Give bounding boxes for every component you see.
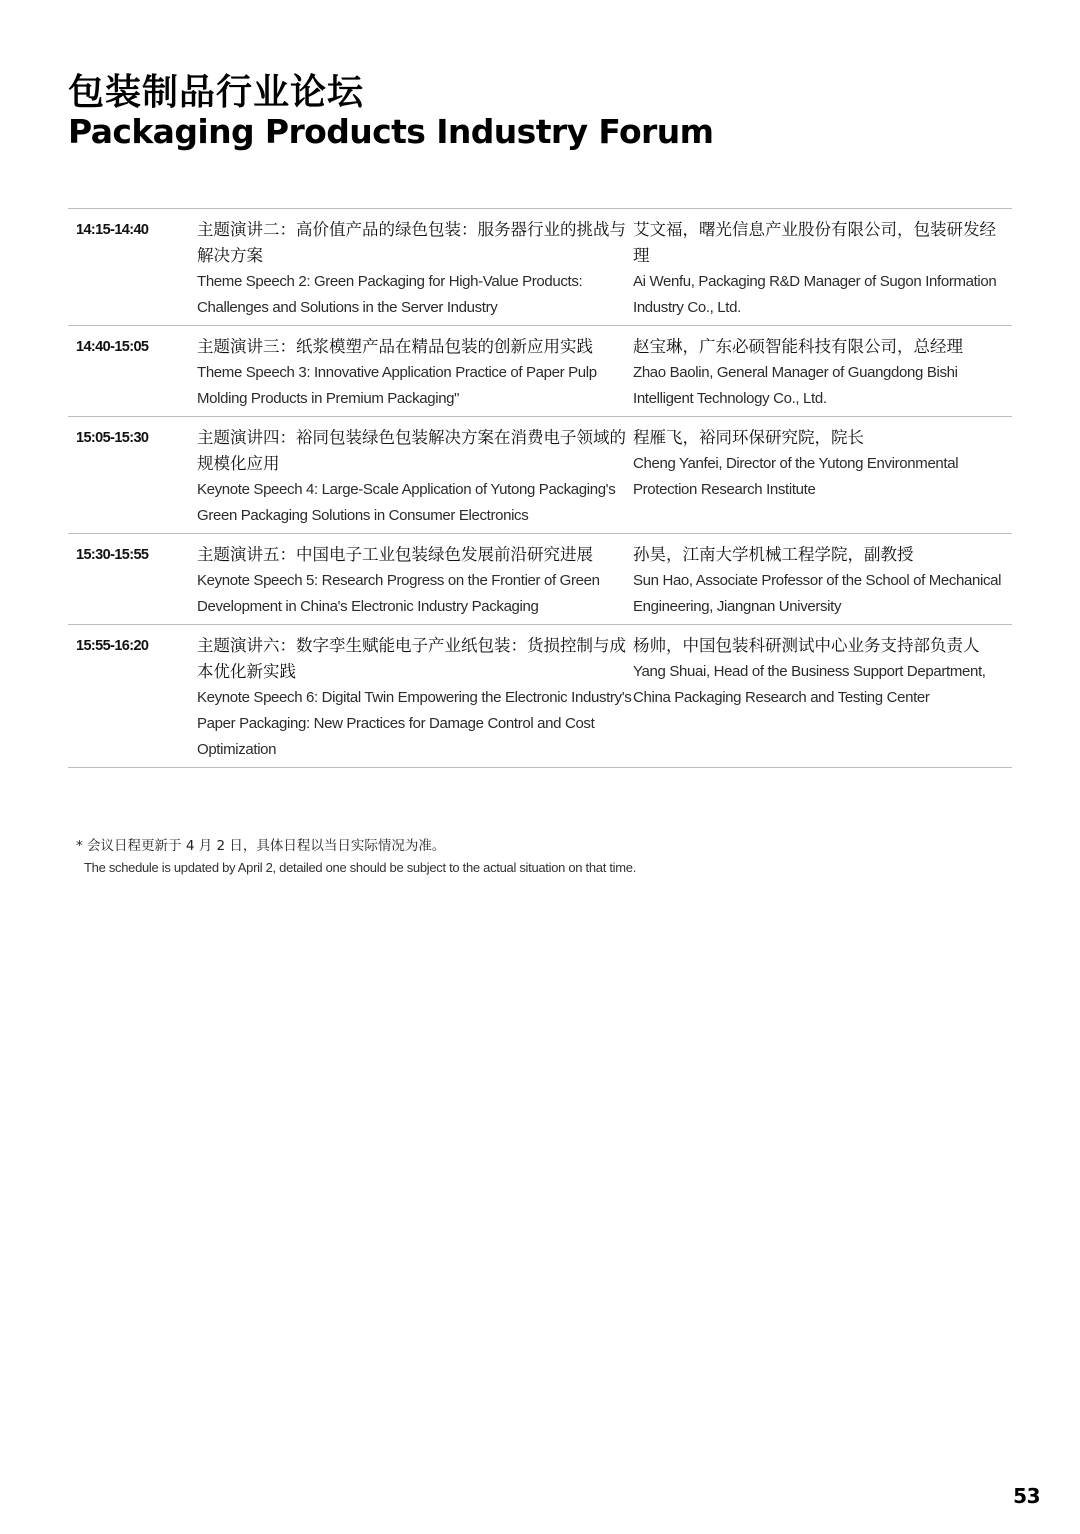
page-title-en: Packaging Products Industry Forum [68,112,714,151]
session-speaker [633,217,1012,321]
schedule-table [68,208,1012,768]
speaker-en: Sun Hao, Associate Professor of the School of Mechanical Engineering, Jiangnan University [633,572,1002,615]
speaker-en: Ai Wenfu, Packaging R&D Manager of Sugon Information Industry Co., Ltd. [633,273,997,316]
speaker-zh: 赵宝琳，广东必硕智能科技有限公司，总经理 [633,337,963,356]
schedule-row [68,534,1012,625]
topic-en: Theme Speech 2: Green Packaging for High-Value Products: Challenges and Solutions in the Server Industry [197,273,583,316]
session-topic [197,633,633,763]
footnote-zh: * 会议日程更新于 4 月 2 日，具体日程以当日实际情况为准。 [76,838,446,854]
topic-en: Theme Speech 3: Innovative Application Practice of Paper Pulp Molding Products in Premium Packaging" [197,364,597,407]
schedule-footnote [76,836,636,880]
footnote-en: The schedule is updated by April 2, detailed one should be subject to the actual situation on that time. [84,860,637,875]
session-speaker [633,542,1012,620]
schedule-row [68,417,1012,534]
topic-zh: 主题演讲二：高价值产品的绿色包装：服务器行业的挑战与解决方案 [197,220,626,265]
session-speaker [633,633,1012,763]
schedule-row [68,209,1012,326]
speaker-zh: 艾文福，曙光信息产业股份有限公司，包装研发经理 [633,220,996,265]
speaker-en: Zhao Baolin, General Manager of Guangdong Bishi Intelligent Technology Co., Ltd. [633,364,958,407]
topic-en: Keynote Speech 4: Large-Scale Application of Yutong Packaging's Green Packaging Solutions in Consumer Electronics [197,481,616,524]
topic-zh: 主题演讲四：裕同包装绿色包装解决方案在消费电子领域的规模化应用 [197,428,626,473]
speaker-en: Yang Shuai, Head of the Business Support Department, China Packaging Research and Testing Center [633,663,986,706]
session-time: 14:40-15:05 [76,339,149,355]
page-number: 53 [1013,1484,1040,1508]
topic-zh: 主题演讲三：纸浆模塑产品在精品包装的创新应用实践 [197,337,593,356]
speaker-en: Cheng Yanfei, Director of the Yutong Environmental Protection Research Institute [633,455,959,498]
topic-zh: 主题演讲六：数字孪生赋能电子产业纸包装：货损控制与成本优化新实践 [197,636,626,681]
page-title-zh: 包装制品行业论坛 [68,72,365,113]
speaker-zh: 孙昊，江南大学机械工程学院，副教授 [633,545,914,564]
session-topic [197,217,633,321]
session-speaker [633,334,1012,412]
session-speaker [633,425,1012,529]
schedule-row [68,326,1012,417]
session-time: 15:05-15:30 [76,430,149,446]
session-topic [197,334,633,412]
topic-en: Keynote Speech 6: Digital Twin Empowering the Electronic Industry's Paper Packaging: New Practices for Damage Control and Cost Optimization [197,689,632,758]
session-topic [197,425,633,529]
session-topic [197,542,633,620]
session-time: 15:55-16:20 [76,638,149,654]
topic-zh: 主题演讲五：中国电子工业包装绿色发展前沿研究进展 [197,545,593,564]
session-time: 15:30-15:55 [76,547,149,563]
schedule-row [68,625,1012,768]
topic-en: Keynote Speech 5: Research Progress on the Frontier of Green Development in China's Electronic Industry Packaging [197,572,600,615]
speaker-zh: 杨帅，中国包装科研测试中心业务支持部负责人 [633,636,980,655]
session-time: 14:15-14:40 [76,222,149,238]
speaker-zh: 程雁飞，裕同环保研究院，院长 [633,428,864,447]
